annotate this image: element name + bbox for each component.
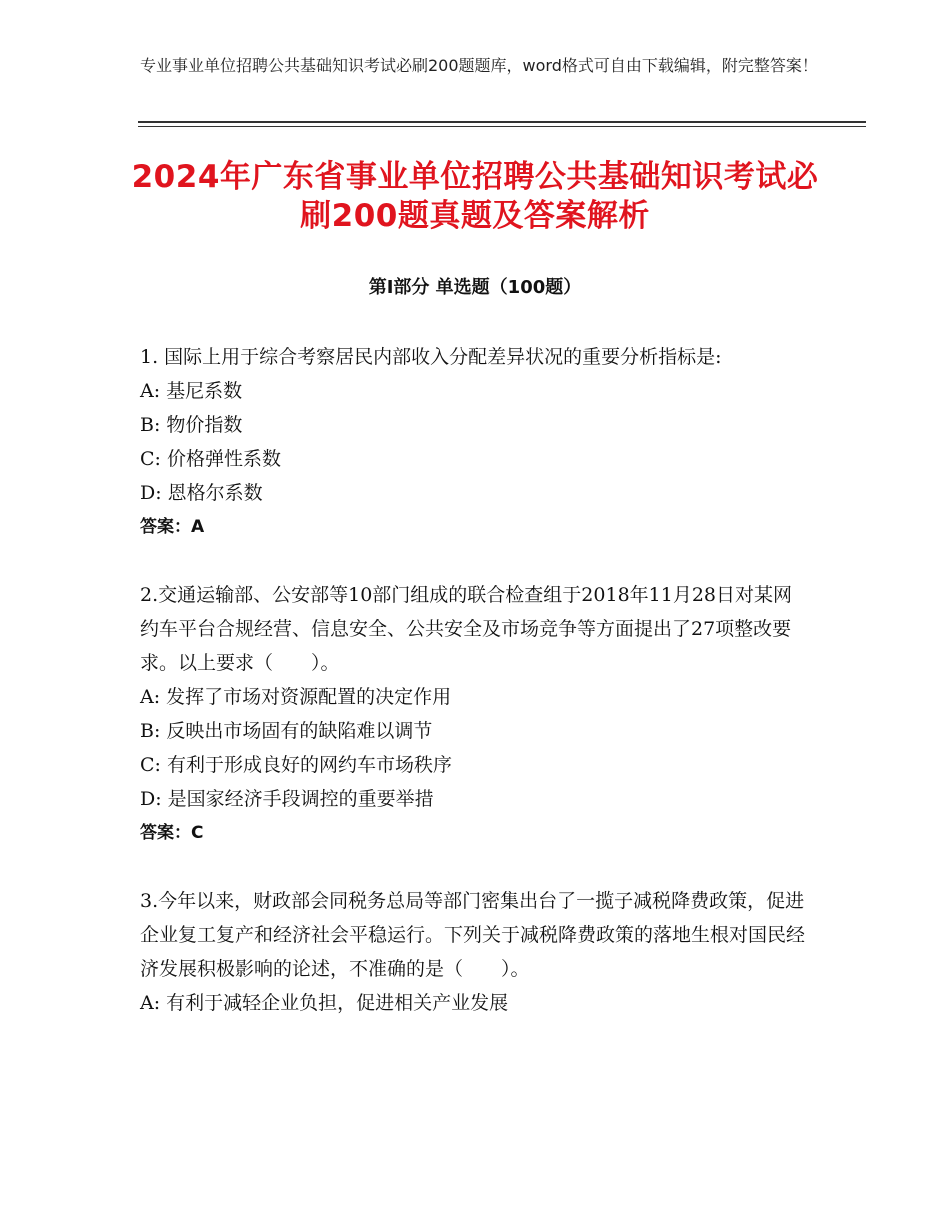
- option-b: B: 物价指数: [140, 414, 243, 436]
- section-heading: 第Ⅰ部分 单选题（100题）: [368, 277, 582, 298]
- question-stem: 3.今年以来，财政部会同税务总局等部门密集出台了一揽子减税降费政策，促进企业复工复产和经济社会平稳运行。下列关于减税降费政策的落地生根对国民经济发展积极影响的论述，不准确的是（ ）。: [140, 890, 806, 980]
- question-1: [140, 340, 810, 544]
- question-stem: 1. 国际上用于综合考察居民内部收入分配差异状况的重要分析指标是:: [140, 346, 722, 368]
- question-3: [140, 884, 810, 1020]
- option-a: A: 基尼系数: [140, 380, 243, 402]
- question-list: [140, 340, 810, 1054]
- page-title: 2024年广东省事业单位招聘公共基础知识考试必刷200题真题及答案解析: [131, 159, 819, 234]
- option-d: D: 恩格尔系数: [140, 482, 263, 504]
- question-2: [140, 578, 810, 850]
- option-a: A: 有利于减轻企业负担，促进相关产业发展: [140, 992, 509, 1014]
- option-b: B: 反映出市场固有的缺陷难以调节: [140, 720, 433, 742]
- option-c: C: 有利于形成良好的网约车市场秩序: [140, 754, 452, 776]
- option-c: C: 价格弹性系数: [140, 448, 281, 470]
- option-a: A: 发挥了市场对资源配置的决定作用: [140, 686, 452, 708]
- question-stem: 2.交通运输部、公安部等10部门组成的联合检查组于2018年11月28日对某网约车平台合规经营、信息安全、公共安全及市场竞争等方面提出了27项整改要求。以上要求（ ）。: [140, 584, 793, 674]
- option-d: D: 是国家经济手段调控的重要举措: [140, 788, 434, 810]
- header-note: 专业事业单位招聘公共基础知识考试必刷200题题库，word格式可自由下载编辑，附完整答案！: [140, 56, 818, 75]
- header-rule-thin: [138, 126, 866, 127]
- answer-label: 答案：C: [140, 823, 204, 843]
- answer-label: 答案：A: [140, 517, 205, 537]
- header-rule-thick: [138, 121, 866, 123]
